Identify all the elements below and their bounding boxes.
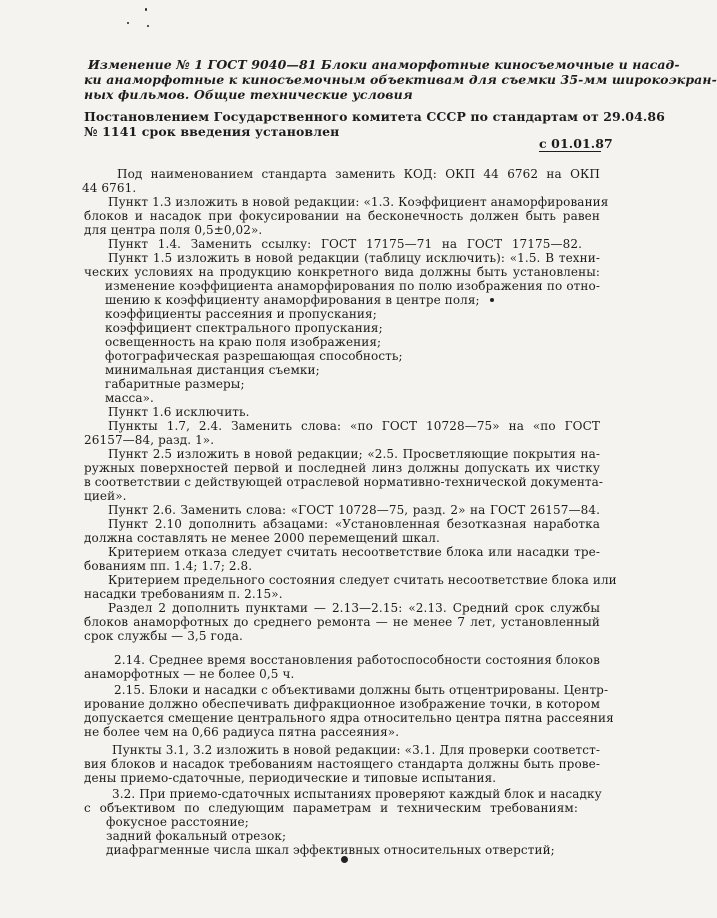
title-line: ки анаморфотные к киносъемочным объективам для съемки 35-мм широкоэкран- [84,72,717,87]
body-line: ческих условиях на продукцию конкретного вида должны быть установлены: [84,265,600,279]
body-line: насадки требованиям п. 2.15». [84,587,283,601]
body-line: допускается смещение центрального ядра относительно центра пятна рассеяния [84,711,614,725]
body-line: блоков и насадок при фокусировании на бесконечность должен быть равен [84,209,600,223]
body-line: 44 6761. [82,181,137,195]
body-line: задний фокальный отрезок; [106,829,287,843]
effective-date: с 01.01.87 [539,136,613,151]
body-line: анаморфотных — не более 0,5 ч. [84,667,295,681]
body-line: Пункт 1.5 изложить в новой редакции (таблицу исключить): «1.5. В техни- [108,251,600,265]
body-line: дены приемо-сдаточные, периодические и типовые испытания. [84,771,497,785]
body-line: Критерием предельного состояния следует считать несоответствие блока или [108,573,617,587]
body-line: 26157—84, разд. 1». [84,433,215,447]
decree-line: Постановлением Государственного комитета СССР по стандартам от 29.04.86 [84,109,665,124]
body-line: должна составлять не менее 2000 перемещений шкал. [84,531,440,545]
body-line: ирование должно обеспечивать дифракционное изображение точки, в котором [84,697,600,711]
body-line: Пункт 2.6. Заменить слова: «ГОСТ 10728—75, разд. 2» на ГОСТ 26157—84. [108,503,600,517]
body-line: Пункт 1.4. Заменить ссылку: ГОСТ 17175—71 на ГОСТ 17175—82. [108,237,582,251]
body-line: блоков анаморфотных до среднего ремонта — не менее 7 лет, установленный [84,615,600,629]
body-line: вия блоков и насадок требованиям настоящего стандарта должны быть прове- [84,757,600,771]
body-line: в соответствии с действующей отраслевой нормативно-технической документа- [84,475,604,489]
date-underline [539,151,601,152]
body-line: габаритные размеры; [105,377,245,391]
body-line: Раздел 2 дополнить пунктами — 2.13—2.15: «2.13. Средний срок службы [108,601,600,615]
body-line: коэффициент спектрального пропускания; [105,321,383,335]
body-line: Пункт 2.5 изложить в новой редакции; «2.5. Просветляющие покрытия на- [108,447,600,461]
body-line: с объективом по следующим параметрам и техническим требованиям: [84,801,578,815]
body-line: для центра поля 0,5±0,02». [84,223,263,237]
body-line: 3.2. При приемо-сдаточных испытаниях проверяют каждый блок и насадку [112,787,602,801]
body-line: фотографическая разрешающая способность; [105,349,403,363]
body-line: масса». [105,391,154,405]
body-line: Под наименованием стандарта заменить КОД: ОКП 44 6762 на ОКП [117,167,600,181]
body-line: изменение коэффициента анаморфирования по полю изображения по отно- [105,279,600,293]
body-line: коэффициенты рассеяния и пропускания; [105,307,377,321]
scan-speck [127,22,129,24]
title-line: ных фильмов. Общие технические условия [84,87,413,102]
body-line: 2.14. Среднее время восстановления работоспособности состояния блоков [114,653,600,667]
body-line: не более чем на 0,66 радиуса пятна рассеяния». [84,725,400,739]
body-line: минимальная дистанция съемки; [105,363,320,377]
body-line: Пункт 1.6 исключить. [108,405,250,419]
scan-speck [341,856,348,863]
body-line: бованиям пп. 1.4; 1.7; 2.8. [84,559,253,573]
body-line: цией». [84,489,127,503]
body-line: Пункты 3.1, 3.2 изложить в новой редакции: «3.1. Для проверки соответст- [112,743,600,757]
body-line: Критерием отказа следует считать несоответствие блока или насадки тре- [108,545,600,559]
body-line: срок службы — 3,5 года. [84,629,243,643]
body-line: 2.15. Блоки и насадки с объективами должны быть отцентрированы. Центр- [114,683,609,697]
body-line: Пункт 2.10 дополнить абзацами: «Установленная безотказная наработка [108,517,600,531]
body-line: фокусное расстояние; [106,815,249,829]
title-line: Изменение № 1 ГОСТ 9040—81 Блоки анаморфотные киносъемочные и насад- [88,57,680,72]
scan-speck [147,25,149,27]
body-line: диафрагменные числа шкал эффективных относительных отверстий; [106,843,555,857]
body-line: Пункт 1.3 изложить в новой редакции: «1.3. Коэффициент анаморфирования [108,195,609,209]
decree-line: № 1141 срок введения установлен [84,124,340,139]
body-line: ружных поверхностей первой и последней линз должны допускать их чистку [84,461,600,475]
scan-speck [490,298,494,302]
body-line: шению к коэффициенту анаморфирования в центре поля; [105,293,480,307]
body-line: освещенность на краю поля изображения; [105,335,382,349]
body-line: Пункты 1.7, 2.4. Заменить слова: «по ГОСТ 10728—75» на «по ГОСТ [108,419,600,433]
scan-speck [145,8,147,11]
